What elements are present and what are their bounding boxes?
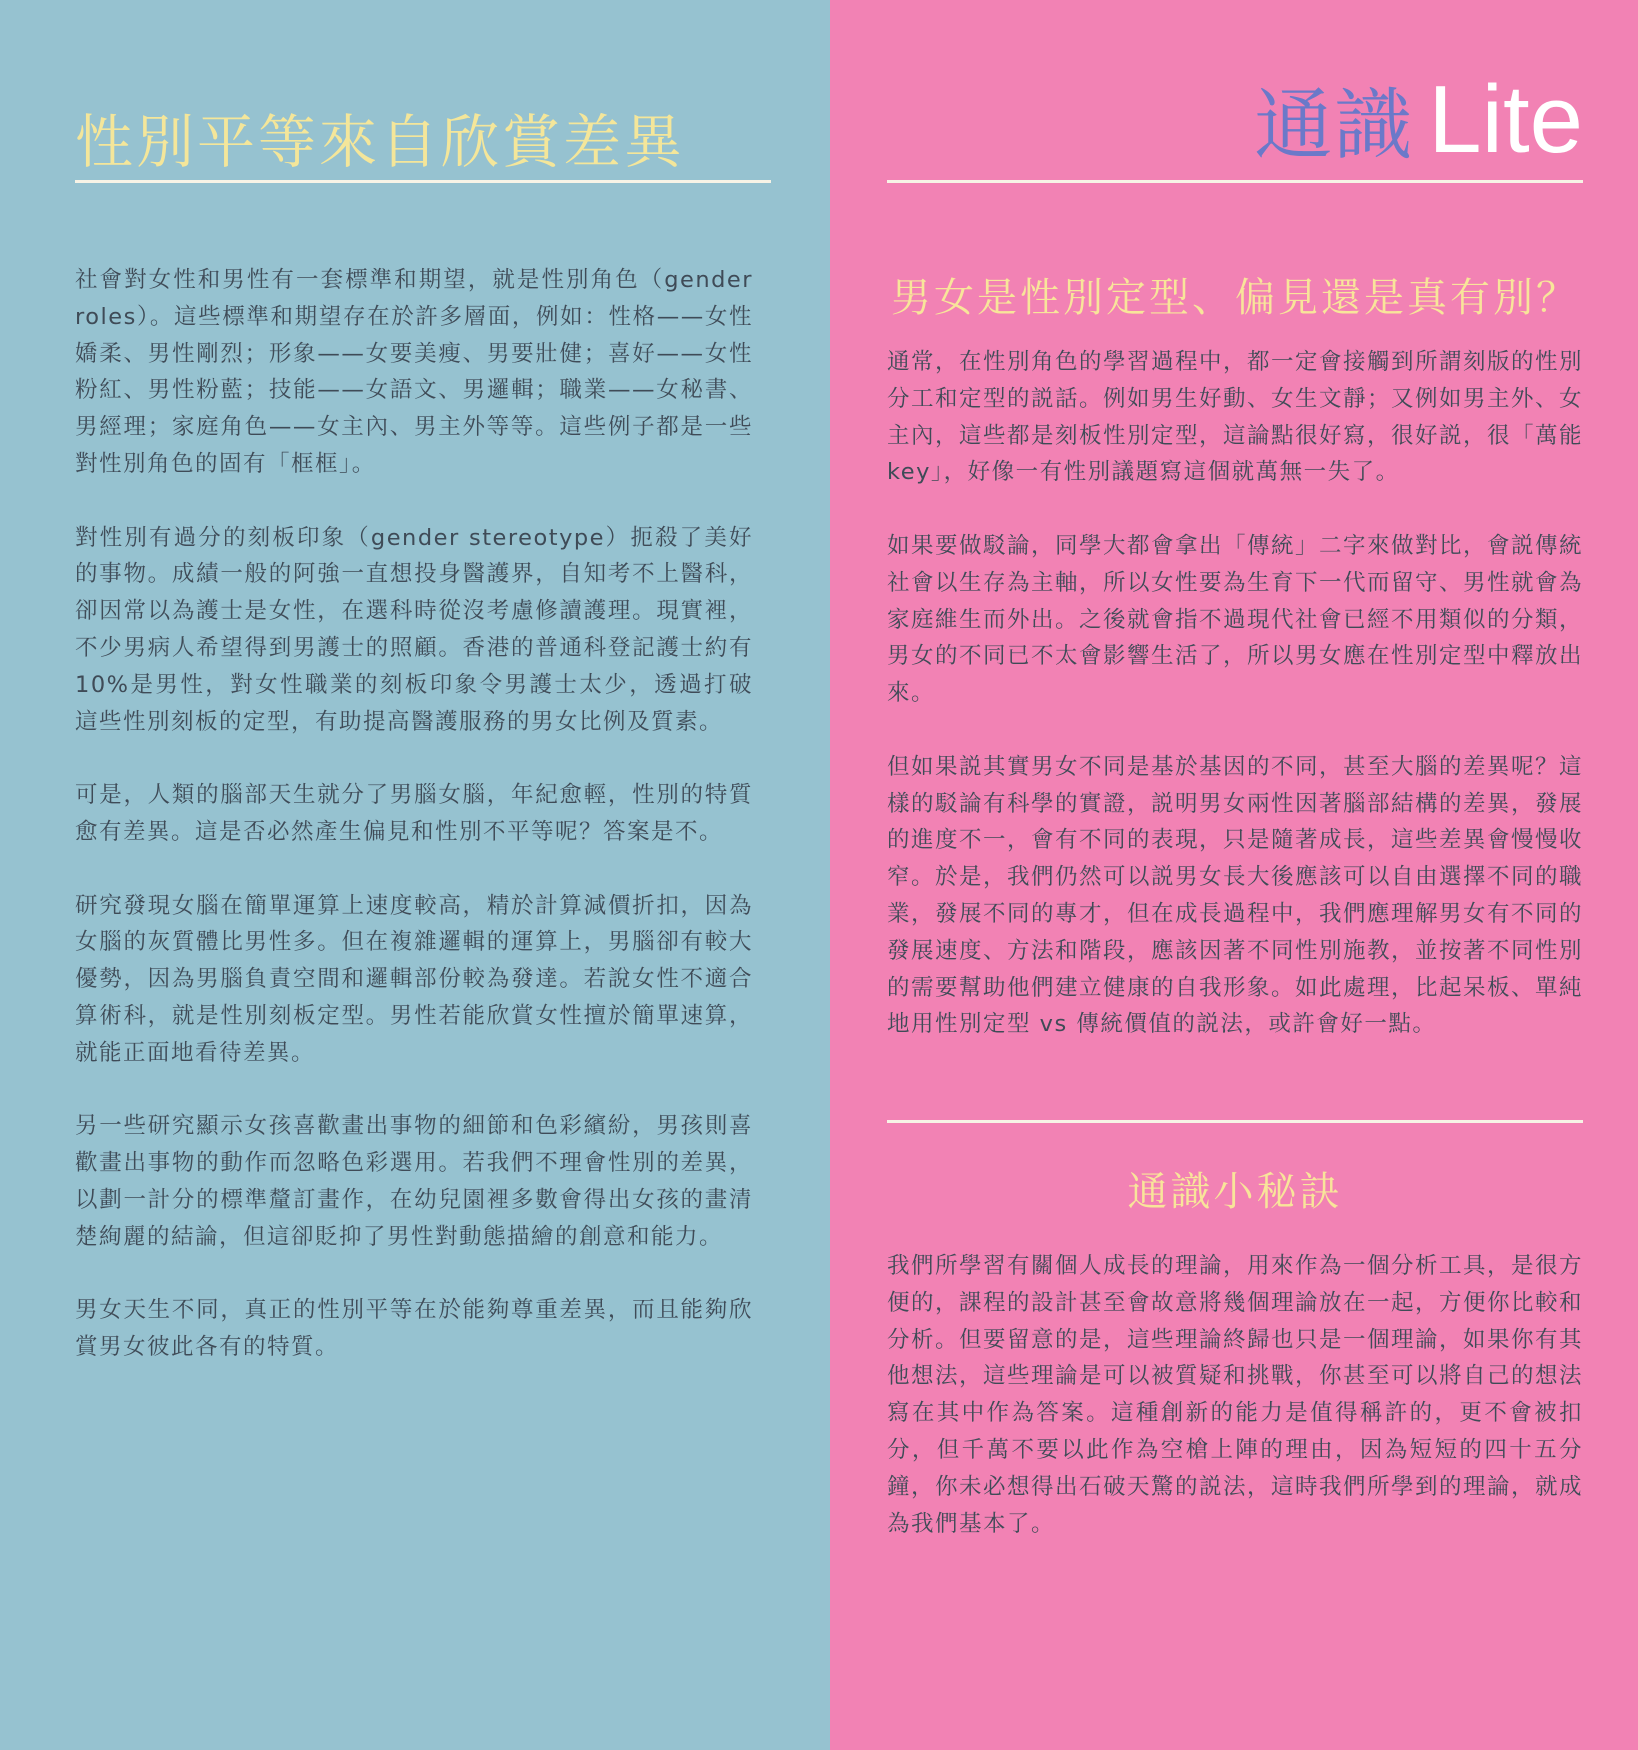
title-divider (75, 180, 771, 183)
paragraph: 研究發現女腦在簡單運算上速度較高，精於計算減價折扣，因為女腦的灰質體比男性多。但在複雜邏輯的運算上，男腦卻有較大優勢，因為男腦負責空間和邏輯部份較為發達。若說女性不適合算術科，就是性別刻板定型。男性若能欣賞女性擅於簡單速算，就能正面地看待差異。 (75, 892, 753, 1066)
section-body (887, 344, 1583, 1080)
brand-divider (887, 180, 1583, 183)
paragraph: 通常，在性別角色的學習過程中，都一定會接觸到所謂刻版的性別分工和定型的説話。例如男生好動、女生文靜；又例如男主外、女主內，這些都是刻板性別定型，這論點很好寫，很好説，很「萬能key」，好像一有性別議題寫這個就萬無一失了。 (887, 349, 1584, 486)
paragraph: 如果要做駁論，同學大都會拿出「傳統」二字來做對比，會説傳統社會以生存為主軸，所以女性要為生育下一代而留守、男性就會為家庭維生而外出。之後就會指不過現代社會已經不用類似的分類，男女的不同已不太會影響生活了，所以男女應在性別定型中釋放出來。 (887, 532, 1584, 707)
tips-body (887, 1248, 1583, 1579)
paragraph: 我們所學習有關個人成長的理論，用來作為一個分析工具，是很方便的，課程的設計甚至會故意將幾個理論放在一起，方便你比較和分析。但要留意的是，這些理論終歸也只是一個理論，如果你有其他想法，這些理論是可以被質疑和挑戰，你甚至可以將自己的想法寫在其中作為答案。這種創新的能力是值得稱許的，更不會被扣分，但千萬不要以此作為空槍上陣的理由，因為短短的四十五分鐘，你未必想得出石破天驚的説法，這時我們所學到的理論，就成為我們基本了。 (887, 1253, 1584, 1537)
paragraph: 男女天生不同，真正的性別平等在於能夠尊重差異，而且能夠欣賞男女彼此各有的特質。 (75, 1297, 753, 1361)
brand-logo (1254, 66, 1583, 173)
paragraph: 社會對女性和男性有一套標準和期望，就是性別角色（gender roles）。這些標準和期望存在於許多層面，例如：性格——女性嬌柔、男性剛烈；形象——女要美瘦、男要壯健；喜好——女性粉紅、男性粉藍；技能——女語文、男邏輯；職業——女秘書、男經理；家庭角色——女主內、男主外等等。這些例子都是一些對性別角色的固有「框框」。 (75, 267, 753, 477)
brand-name-en: Lite (1428, 66, 1583, 173)
section-divider (887, 1120, 1583, 1123)
paragraph: 但如果説其實男女不同是基於基因的不同，甚至大腦的差異呢？這樣的駁論有科學的實證，説明男女兩性因著腦部結構的差異，發展的進度不一，會有不同的表現，只是隨著成長，這些差異會慢慢收窄。於是，我們仍然可以説男女長大後應該可以自由選擇不同的職業，發展不同的專才，但在成長過程中，我們應理解男女有不同的發展速度、方法和階段，應該因著不同性別施教，並按著不同性別的需要幫助他們建立健康的自我形象。如此處理，比起呆板、單純地用性別定型 vs 傳統價值的説法，或許會好一點。 (887, 753, 1584, 1038)
article-body (75, 262, 753, 1403)
paragraph: 另一些研究顯示女孩喜歡畫出事物的細節和色彩繽紛，男孩則喜歡畫出事物的動作而忽略色彩選用。若我們不理會性別的差異，以劃一計分的標準釐訂畫作，在幼兒園裡多數會得出女孩的畫清楚絢麗的結論，但這卻貶抑了男性對動態描繪的創意和能力。 (75, 1113, 753, 1250)
tips-heading: 通識小秘訣 (1127, 1169, 1343, 1215)
section-heading: 男女是性別定型、偏見還是真有別？ (891, 275, 1579, 321)
article-title: 性別平等來自欣賞差異 (75, 108, 686, 176)
right-column (830, 0, 1638, 1750)
paragraph: 可是，人類的腦部天生就分了男腦女腦，年紀愈輕，性別的特質愈有差異。這是否必然產生偏見和性別不平等呢？答案是不。 (75, 782, 753, 845)
brand-name-zh: 通識 (1254, 81, 1415, 171)
paragraph: 對性別有過分的刻板印象（gender stereotype）扼殺了美好的事物。成績一般的阿強一直想投身醫護界，自知考不上醫科，卻因常以為護士是女性，在選科時從沒考慮修讀護理。現實裡，不少男病人希望得到男護士的照顧。香港的普通科登記護士約有10%是男性，對女性職業的刻板印象令男護士太少，透過打破這些性別刻板的定型，有助提高醫護服務的男女比例及質素。 (75, 524, 753, 735)
